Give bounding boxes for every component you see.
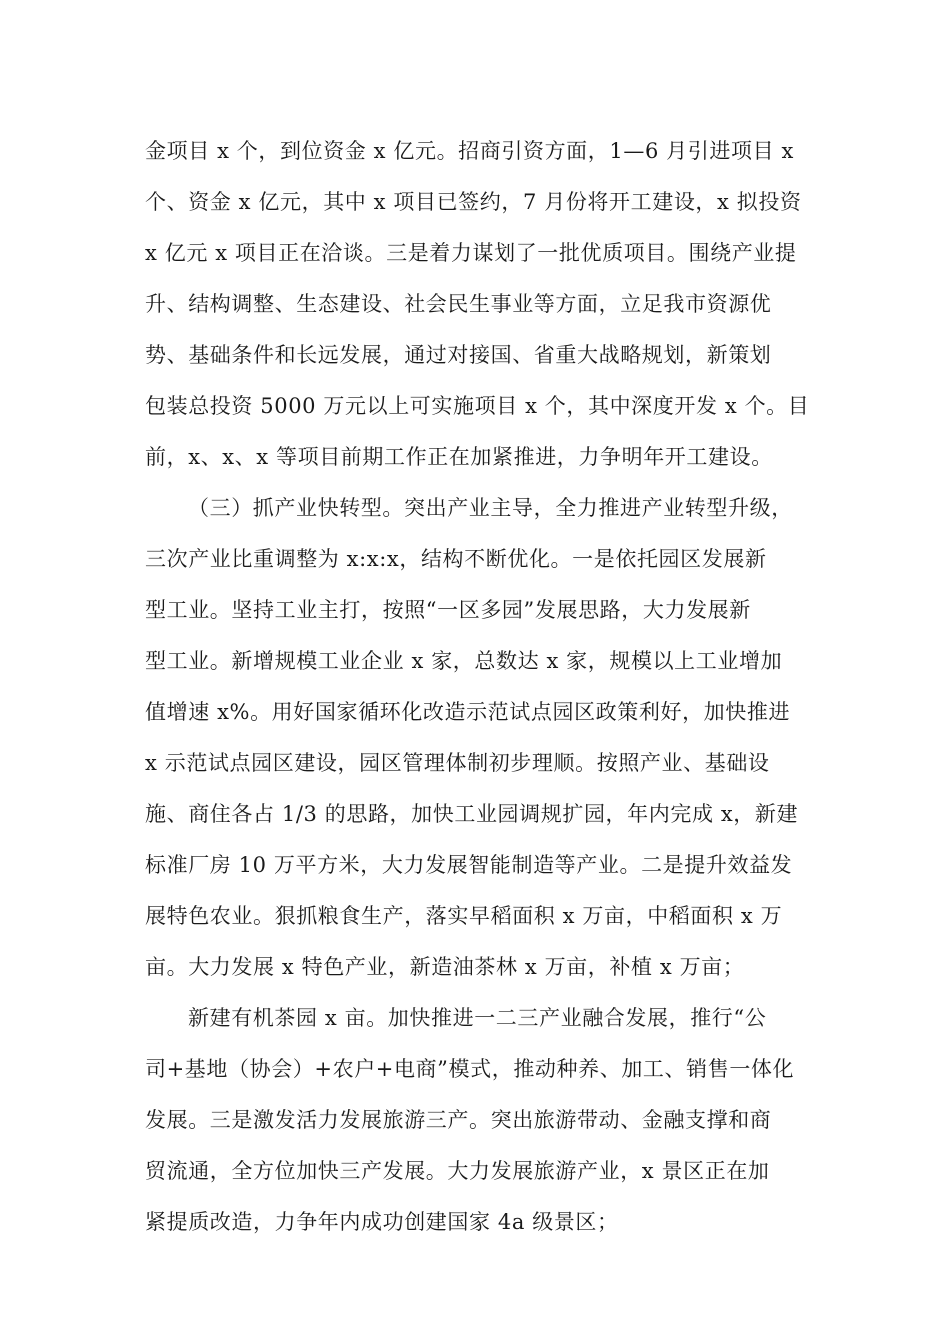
text-line: x 示范试点园区建设，园区管理体制初步理顺。按照产业、基础设 — [145, 751, 770, 775]
text-line: 展特色农业。狠抓粮食生产，落实早稻面积 x 万亩，中稻面积 x 万 — [145, 904, 783, 928]
text-line: 前，x、x、x 等项目前期工作正在加紧推进，力争明年开工建设。 — [145, 445, 773, 469]
text-line: x 亿元 x 项目正在洽谈。三是着力谋划了一批优质项目。围绕产业提 — [145, 241, 797, 265]
text-line: 亩。大力发展 x 特色产业，新造油茶林 x 万亩，补植 x 万亩； — [145, 955, 745, 979]
text-line: 势、基础条件和长远发展，通过对接国、省重大战略规划，新策划 — [145, 343, 772, 367]
text-line: 紧提质改造，力争年内成功创建国家 4a 级景区； — [145, 1210, 619, 1234]
text-line: 型工业。坚持工业主打，按照“一区多园”发展思路，大力发展新 — [145, 598, 751, 622]
text-line: 标准厂房 10 万平方米，大力发展智能制造等产业。二是提升效益发 — [145, 853, 793, 877]
paragraph-start-line: 新建有机茶园 x 亩。加快推进一二三产业融合发展，推行“公 — [188, 1006, 767, 1030]
section-heading-line: （三）抓产业快转型。突出产业主导，全力推进产业转型升级， — [188, 496, 793, 520]
text-line: 升、结构调整、生态建设、社会民生事业等方面，立足我市资源优 — [145, 292, 772, 316]
text-line: 金项目 x 个，到位资金 x 亿元。招商引资方面，1—6 月引进项目 x — [145, 139, 794, 163]
text-line: 发展。三是激发活力发展旅游三产。突出旅游带动、金融支撑和商 — [145, 1108, 772, 1132]
text-line: 三次产业比重调整为 x:x:x，结构不断优化。一是依托园区发展新 — [145, 547, 767, 571]
text-line: 包装总投资 5000 万元以上可实施项目 x 个，其中深度开发 x 个。目 — [145, 394, 810, 418]
text-line: 值增速 x%。用好国家循环化改造示范试点园区政策利好，加快推进 — [145, 700, 791, 724]
text-line: 型工业。新增规模工业企业 x 家，总数达 x 家，规模以上工业增加 — [145, 649, 783, 673]
text-line: 施、商住各占 1/3 的思路，加快工业园调规扩园，年内完成 x，新建 — [145, 802, 799, 826]
text-line: 司+基地（协会）+农户+电商”模式，推动种养、加工、销售一体化 — [145, 1057, 795, 1081]
text-line: 贸流通，全方位加快三产发展。大力发展旅游产业，x 景区正在加 — [145, 1159, 770, 1183]
text-line: 个、资金 x 亿元，其中 x 项目已签约，7 月份将开工建设，x 拟投资 — [145, 190, 802, 214]
